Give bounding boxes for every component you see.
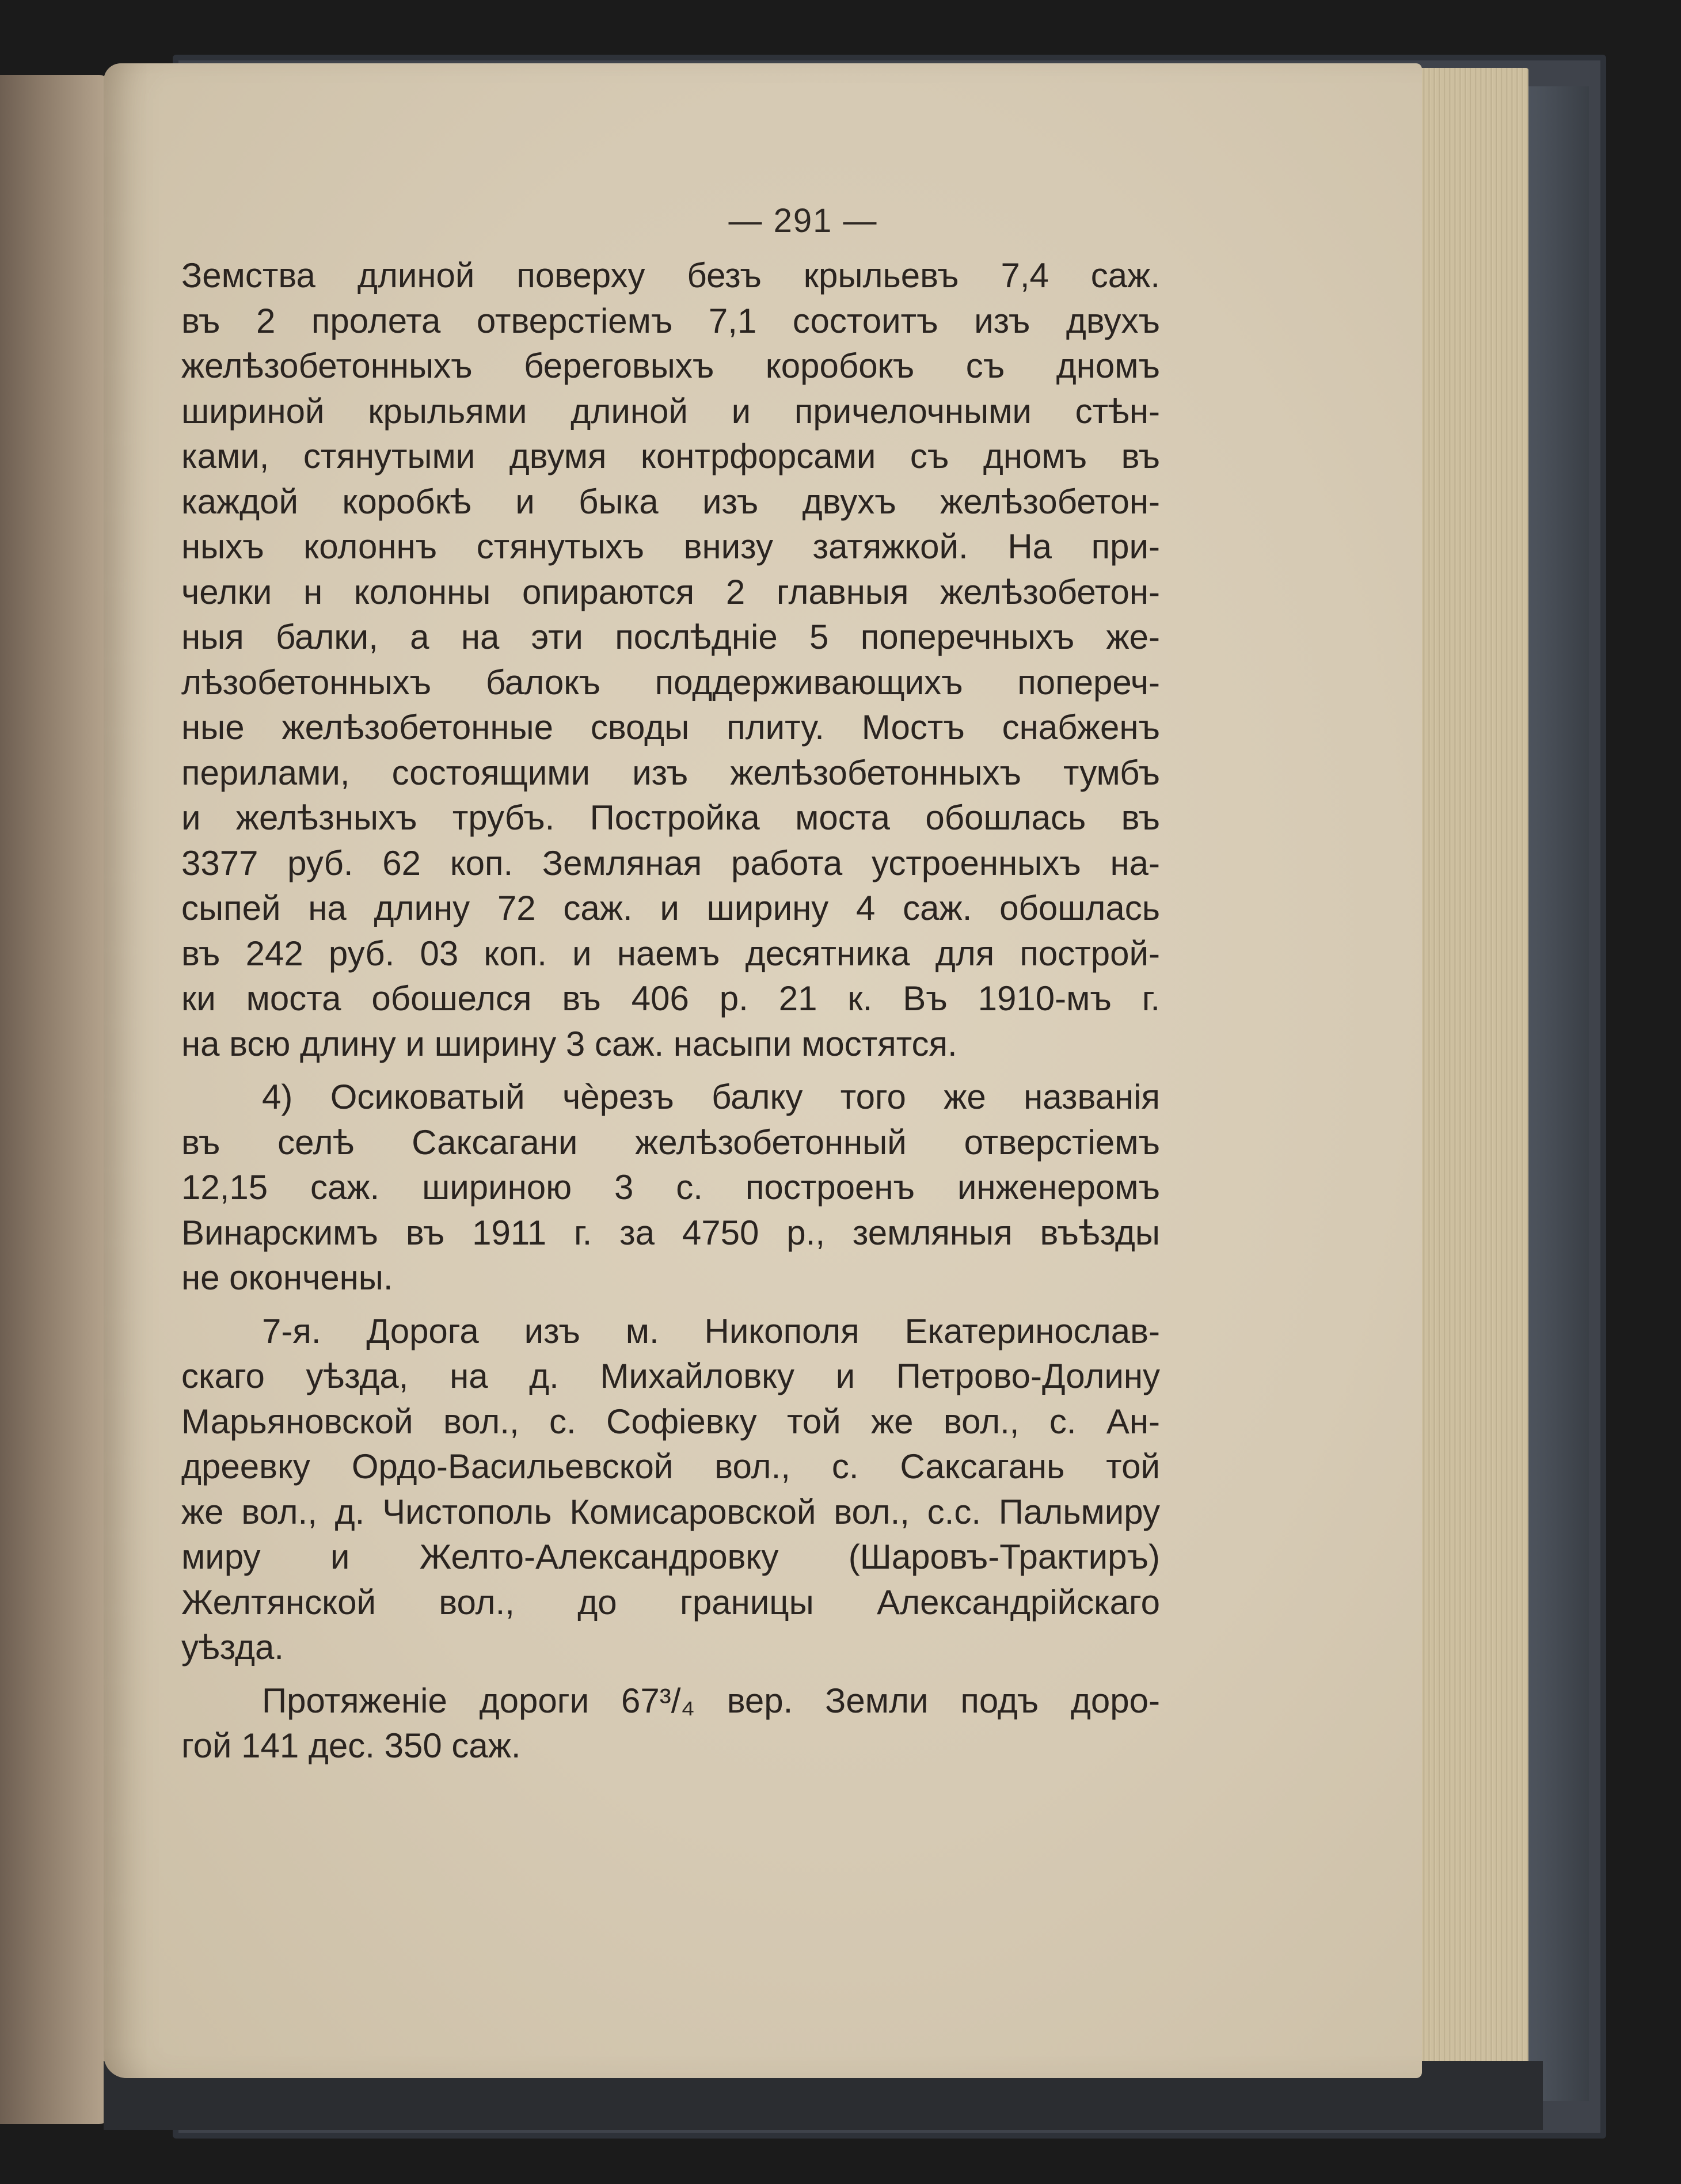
text-line: уѣзда. bbox=[181, 1628, 284, 1666]
text-line: гой 141 дес. 350 саж. bbox=[181, 1726, 521, 1765]
text-line: и желѣзныхъ трубъ. Постройка моста обошлась въ bbox=[181, 798, 1160, 837]
page-text bbox=[181, 253, 1160, 1769]
text-line: миру и Желто-Александровку (Шаровъ-Трактиръ) bbox=[181, 1538, 1160, 1576]
previous-page-edge bbox=[0, 75, 109, 2124]
text-line: въ 2 пролета отверстіемъ 7,1 состоитъ изъ двухъ bbox=[181, 301, 1160, 340]
page-number: — 291 — bbox=[728, 202, 878, 239]
book-page bbox=[104, 63, 1422, 2078]
text-line: 7-я. Дорога изъ м. Никополя Екатеринослав- bbox=[262, 1311, 1160, 1350]
text-line: скаго уѣзда, на д. Михайловку и Петрово-Долину bbox=[181, 1357, 1160, 1395]
text-line: 3377 руб. 62 коп. Земляная работа устроенныхъ на- bbox=[181, 843, 1160, 882]
text-line: Земства длиной поверху безъ крыльевъ 7,4 саж. bbox=[181, 256, 1160, 295]
text-line: 4) Осиковатый чѐрезъ балку того же названія bbox=[262, 1078, 1160, 1116]
text-line: шириной крыльями длиной и причелочными стѣн- bbox=[181, 391, 1160, 431]
text-line: Винарскимъ въ 1911 г. за 4750 р., земляныя въѣзды bbox=[181, 1213, 1160, 1252]
text-line: на всю длину и ширину 3 саж. насыпи мостятся. bbox=[181, 1024, 957, 1063]
text-line: дреевку Ордо-Васильевской вол., с. Саксагань той bbox=[181, 1447, 1160, 1486]
text-line: Желтянской вол., до границы Александрійскаго bbox=[181, 1582, 1160, 1622]
text-line: 12,15 саж. шириною 3 с. построенъ инженеромъ bbox=[181, 1168, 1160, 1207]
text-line: въ селѣ Саксагани желѣзобетонный отверстіемъ bbox=[181, 1123, 1160, 1162]
text-line: въ 242 руб. 03 коп. и наемъ десятника для построй- bbox=[181, 934, 1160, 973]
paragraph bbox=[181, 253, 1160, 1067]
text-line: челки н колонны опираются 2 главныя желѣзобетон- bbox=[181, 572, 1160, 611]
text-line: желѣзобетонныхъ береговыхъ коробокъ съ дномъ bbox=[181, 347, 1160, 385]
text-line: ки моста обошелся въ 406 р. 21 к. Въ 1910-мъ г. bbox=[181, 979, 1160, 1018]
page-block-edges bbox=[1405, 68, 1528, 2088]
text-line: лѣзобетонныхъ балокъ поддерживающихъ попереч- bbox=[181, 663, 1160, 702]
text-line: перилами, состоящими изъ желѣзобетонныхъ тумбъ bbox=[181, 753, 1160, 792]
text-line: ные желѣзобетонные своды плиту. Мостъ снабженъ bbox=[181, 708, 1160, 747]
text-line: же вол., д. Чистополь Комисаровской вол., с.с. Пальмиру bbox=[181, 1492, 1160, 1531]
text-line: ныхъ колоннъ стянутыхъ внизу затяжкой. На при- bbox=[181, 527, 1160, 566]
text-line: ныя балки, а на эти послѣдніе 5 поперечныхъ же- bbox=[181, 618, 1160, 656]
text-line: Марьяновской вол., с. Софіевку той же вол., с. Ан- bbox=[181, 1402, 1160, 1441]
paragraph bbox=[181, 1679, 1160, 1769]
text-line: сыпей на длину 72 саж. и ширину 4 саж. обошлась bbox=[181, 889, 1160, 927]
text-line: не окончены. bbox=[181, 1258, 393, 1297]
paragraph bbox=[181, 1309, 1160, 1671]
text-line: Протяженіе дороги 67³/₄ вер. Земли подъ доро- bbox=[262, 1681, 1160, 1720]
text-line: ками, стянутыми двумя контрфорсами съ дномъ въ bbox=[181, 437, 1160, 475]
paragraph bbox=[181, 1075, 1160, 1301]
text-line: каждой коробкѣ и быка изъ двухъ желѣзобетон- bbox=[181, 482, 1160, 521]
